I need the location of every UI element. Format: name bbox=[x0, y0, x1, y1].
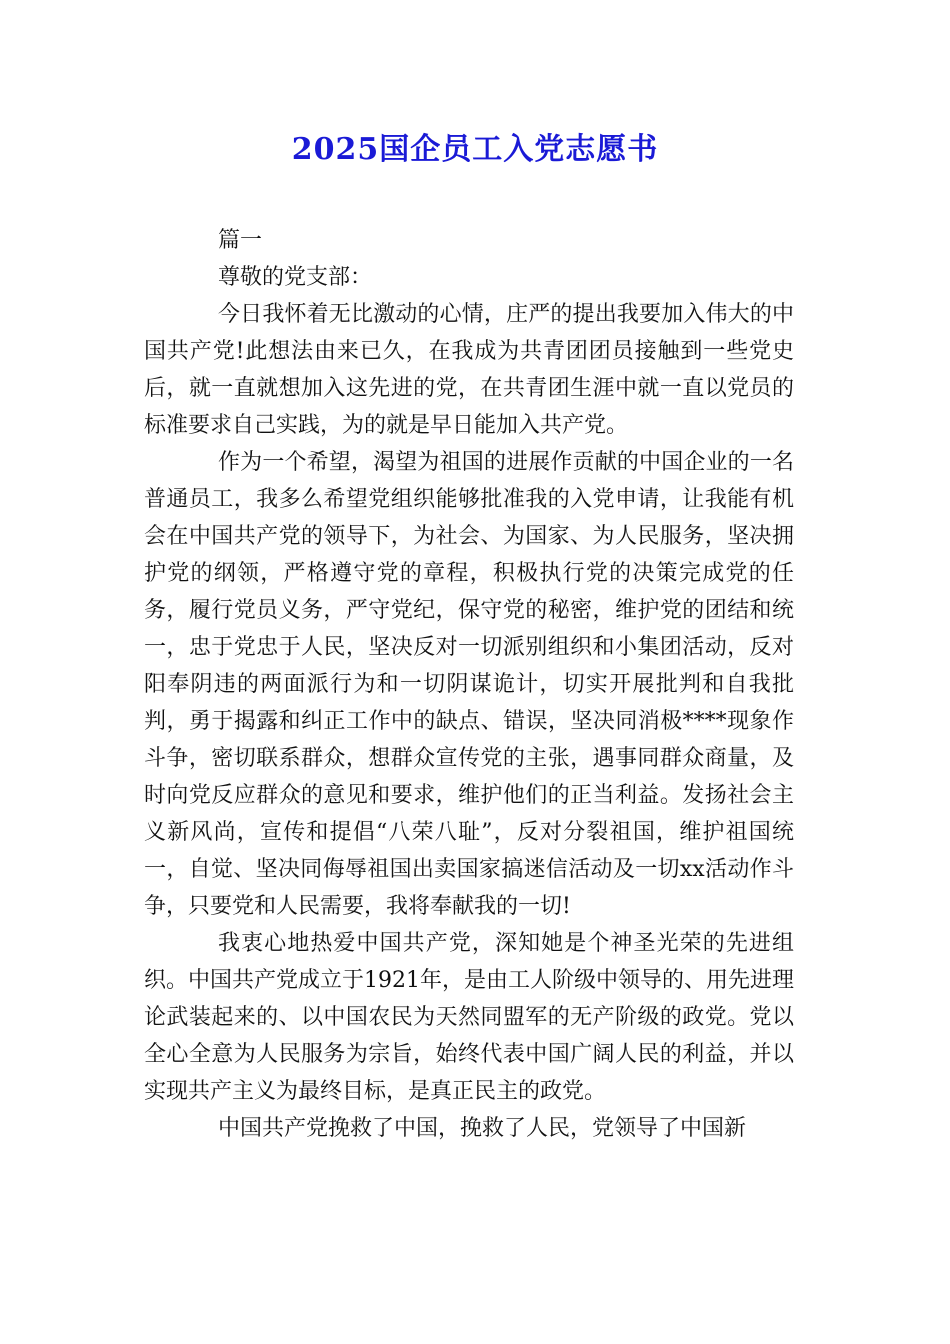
salutation: 尊敬的党支部： bbox=[218, 265, 373, 290]
section-label: 篇一 bbox=[218, 228, 263, 253]
document-body bbox=[144, 222, 794, 1147]
paragraph-3: 我衷心地热爱中国共产党，深知她是个神圣光荣的先进组织。中国共产党成立于1921年，是由工人阶级中领导的、用先进理论武装起来的、以中国农民为天然同盟军的无产阶级的政党。党以全心全意为人民服务为宗旨，始终代表中国广阔人民的利益，并以实现共产主义为最终目标，是真正民主的政党。 bbox=[144, 931, 794, 1104]
paragraph-2: 作为一个希望，渴望为祖国的进展作贡献的中国企业的一名普通员工，我多么希望党组织能够批准我的入党申请，让我能有机会在中国共产党的领导下，为社会、为国家、为人民服务，坚决拥护党的纲领，严格遵守党的章程，积极执行党的决策完成党的任务，履行党员义务，严守党纪，保守党的秘密，维护党的团结和统一，忠于党忠于人民，坚决反对一切派别组织和小集团活动，反对阳奉阴违的两面派行为和一切阴谋诡计，切实开展批判和自我批判，勇于揭露和纠正工作中的缺点、错误，坚决同消极****现象作斗争，密切联系群众，想群众宣传党的主张，遇事同群众商量，及时向党反应群众的意见和要求，维护他们的正当利益。发扬社会主义新风尚，宣传和提倡“八荣八耻”，反对分裂祖国，维护祖国统一，自觉、坚决同侮辱祖国出卖国家搞迷信活动及一切xx活动作斗争，只要党和人民需要，我将奉献我的一切! bbox=[144, 450, 794, 919]
paragraph-4: 中国共产党挽救了中国，挽救了人民，党领导了中国新 bbox=[218, 1116, 747, 1141]
document-title: 2025国企员工入党志愿书 bbox=[291, 132, 659, 167]
paragraph-1: 今日我怀着无比激动的心情，庄严的提出我要加入伟大的中国共产党!此想法由来已久，在我成为共青团团员接触到一些党史后，就一直就想加入这先进的党，在共青团生涯中就一直以党员的标准要求自己实践，为的就是早日能加入共产党。 bbox=[144, 302, 794, 438]
